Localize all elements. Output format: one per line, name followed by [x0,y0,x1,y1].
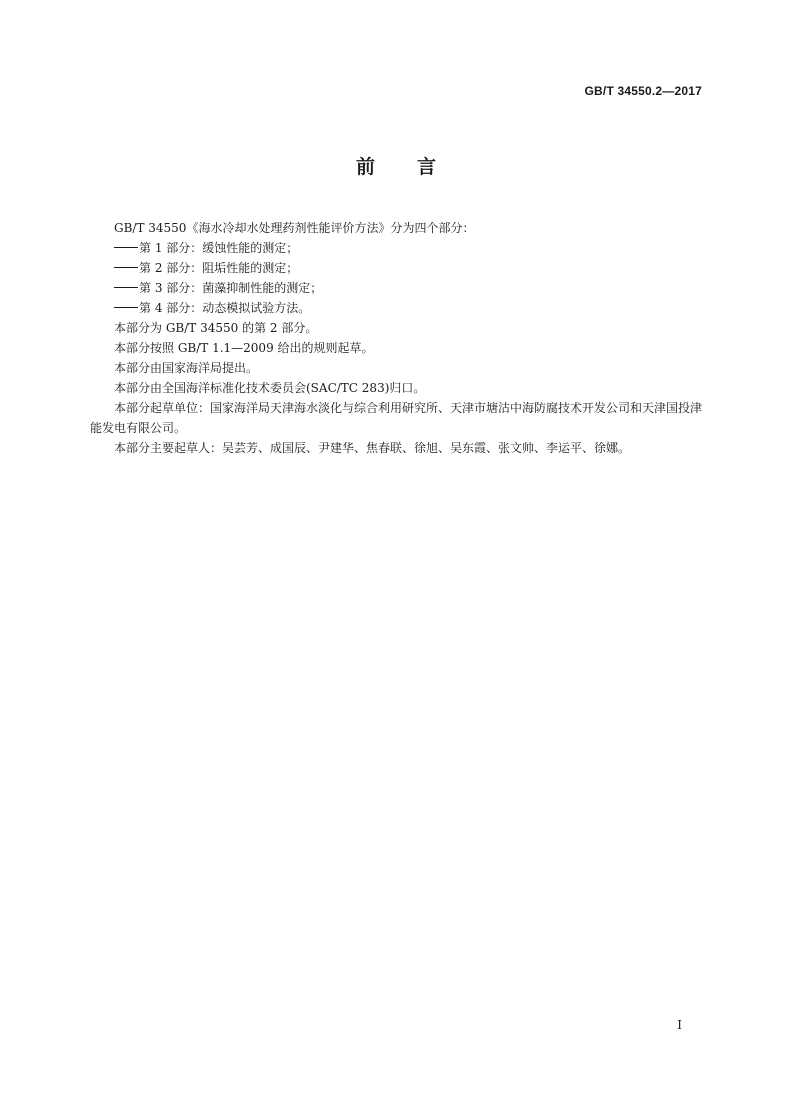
paragraph-proposer [90,358,702,378]
paragraph-text: 本部分主要起草人：吴芸芳、成国辰、尹建华、焦春联、徐旭、吴东霞、张文帅、李运平、徐娜。 [114,441,631,455]
list-item-text: 第 3 部分：菌藻抑制性能的测定； [139,281,323,295]
list-item-part-2 [90,258,702,278]
foreword-body [90,218,702,458]
paragraph-drafting-units [90,398,702,438]
em-dash-icon [114,307,138,308]
list-item-text: 第 4 部分：动态模拟试验方法。 [139,301,311,315]
list-item-text: 第 1 部分：缓蚀性能的测定； [139,241,299,255]
paragraph-text: 本部分按照 GB/T 1.1—2009 给出的规则起草。 [114,341,374,355]
page-number: I [677,1018,682,1032]
paragraph-drafters [90,438,702,458]
paragraph-text: 本部分由国家海洋局提出。 [114,361,259,375]
list-item-part-4 [90,298,702,318]
em-dash-icon [114,287,138,288]
paragraph-text: 本部分为 GB/T 34550 的第 2 部分。 [114,321,318,335]
standard-code: GB/T 34550.2—2017 [584,84,702,98]
em-dash-icon [114,247,138,248]
paragraph-technical-committee [90,378,702,398]
paragraph-text: 本部分起草单位：国家海洋局天津海水淡化与综合利用研究所、天津市塘沽中海防腐技术开发公司和天津国投津能发电有限公司。 [90,401,703,435]
em-dash-icon [114,267,138,268]
paragraph-text: GB/T 34550《海水冷却水处理药剂性能评价方法》分为四个部分： [114,221,475,235]
list-item-part-1 [90,238,702,258]
paragraph-drafting-rules [90,338,702,358]
paragraph-text: 本部分由全国海洋标准化技术委员会(SAC/TC 283)归口。 [114,381,426,395]
paragraph-parts-intro [90,218,702,238]
paragraph-part-statement [90,318,702,338]
list-item-part-3 [90,278,702,298]
list-item-text: 第 2 部分：阻垢性能的测定； [139,261,299,275]
page-title: 前言 [355,156,478,178]
